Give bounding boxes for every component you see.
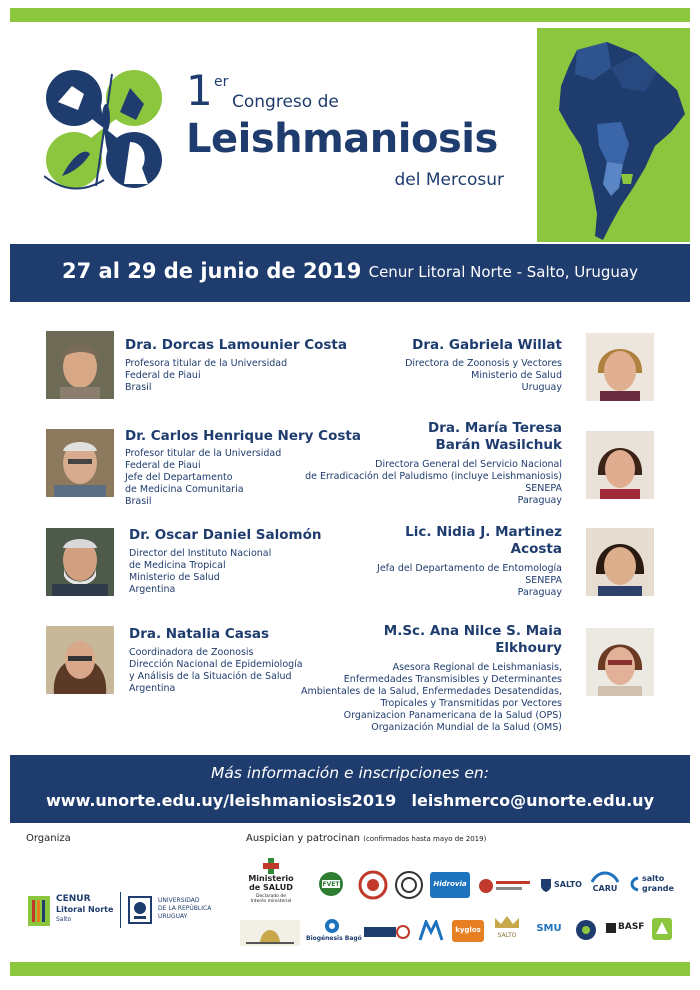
title-line3: del Mercosur [394, 170, 504, 190]
sponsors-label [246, 833, 486, 844]
caru-logo [590, 868, 620, 898]
congress-logo-icon [44, 68, 164, 192]
salto-grande-line1: salto [642, 874, 665, 883]
speaker-detail: Argentina [129, 584, 176, 595]
kyglos-logo [452, 920, 484, 942]
speaker-photo-icon [586, 333, 654, 401]
speaker-photo-icon [46, 429, 114, 497]
title-ordinal-suffix: er [214, 74, 229, 90]
speaker-detail: Federal de Piaui [125, 460, 201, 471]
seal-red-icon [358, 870, 388, 900]
round-logo-icon [574, 918, 598, 942]
speaker-name: M.Sc. Ana Nilce S. Maia [383, 623, 562, 639]
speaker-name: Dra. Natalia Casas [129, 626, 270, 642]
udelar-logo [128, 894, 220, 928]
ministerio-line1: Ministerio [248, 874, 294, 883]
event-date-band [10, 244, 690, 302]
speaker-3 [129, 527, 321, 596]
salto-text: SALTO [554, 880, 582, 889]
speaker-name: Dra. Gabriela Willat [412, 337, 562, 353]
salto-logo [540, 872, 584, 898]
speaker-detail: de Medicina Comunitaria [125, 484, 244, 495]
sponsors-note: (confirmados hasta mayo de 2019) [363, 835, 487, 843]
speaker-name: Elkhoury [495, 640, 562, 656]
info-website-link[interactable]: www.unorte.edu.uy/leishmaniosis2019 [46, 791, 397, 810]
cenur-emblem-icon [28, 896, 50, 926]
salto-shield-icon [540, 878, 552, 892]
speaker-name: Lic. Nidia J. Martinez [405, 524, 562, 540]
speaker-1 [125, 337, 347, 394]
speaker-photo-icon [586, 528, 654, 596]
speaker-6 [305, 420, 562, 507]
salto-crown-logo [492, 914, 522, 944]
udelar-line3: URUGUAY [158, 913, 188, 920]
basf-logo [606, 920, 646, 938]
speaker-detail: SENEPA [525, 575, 562, 586]
speaker-4 [129, 626, 303, 695]
salto-grande-logo [628, 872, 676, 898]
speaker-detail: Dirección Nacional de Epidemiología [129, 659, 303, 670]
salto-crown-text: SALTO [497, 932, 517, 939]
basf-text: BASF [618, 922, 645, 932]
south-america-map [537, 28, 690, 242]
fvet-logo [314, 870, 348, 904]
hidrovia-text: Hidrovia [433, 880, 467, 888]
speaker-name: Dr. Oscar Daniel Salomón [129, 527, 322, 543]
hidrovia-logo [430, 872, 470, 898]
speaker-8 [301, 623, 562, 734]
speaker-detail: Asesora Regional de Leishmaniasis, [392, 662, 562, 673]
speaker-detail: Ministerio de Salud [471, 370, 562, 381]
ministerio-note2: Interés ministerial [250, 899, 292, 904]
speaker-detail: Paraguay [517, 587, 562, 598]
speaker-detail: de Medicina Tropical [129, 560, 226, 571]
seal-black-icon [394, 870, 424, 900]
speaker-detail: Brasil [125, 382, 152, 393]
udelar-line2: DE LA REPÚBLICA [158, 905, 212, 912]
speaker-detail: Coordinadora de Zoonosis [129, 647, 254, 658]
kyglos-text: kyglos [455, 926, 481, 934]
ministerio-salud-logo [238, 858, 304, 910]
speaker-detail: Directora de Zoonosis y Vectores [405, 358, 562, 369]
speaker-detail: Jefa del Departamento de Entomología [377, 563, 562, 574]
sponsors-label-text: Auspician y patrocinan [246, 833, 361, 844]
speaker-7 [377, 524, 562, 599]
speaker-detail: Uruguay [521, 382, 562, 393]
info-band [10, 755, 690, 823]
speaker-detail: Profesora titular de la Universidad [125, 358, 288, 369]
event-venue: Cenur Litoral Norte - Salto, Uruguay [368, 263, 638, 281]
speaker-detail: Directora General del Servicio Nacional [375, 459, 562, 470]
speaker-photo-icon [586, 431, 654, 499]
cenur-logo [28, 894, 120, 928]
event-dates: 27 al 29 de junio de 2019 [62, 259, 362, 283]
speaker-detail: Ministerio de Salud [129, 572, 220, 583]
salto-grande-line2: grande [642, 884, 674, 893]
ministerio-note1: Declarado de [256, 894, 286, 899]
speaker-detail: Organización Mundial de la Salud (OMS) [371, 722, 562, 733]
biogenesis-icon [324, 918, 340, 934]
speaker-photo-icon [46, 331, 114, 399]
speaker-detail: Federal de Piaui [125, 370, 201, 381]
speaker-detail: Organizacion Panamericana de la Salud (OPS) [343, 710, 562, 721]
ministerio-line2: de SALUD [249, 883, 293, 892]
caru-wave-icon [590, 868, 620, 884]
cenur-name: CENUR [56, 894, 91, 904]
speaker-photo-icon [586, 628, 654, 696]
health-cross-icon [263, 858, 279, 874]
speaker-detail: Jefe del Departamento [125, 472, 233, 483]
title-line1: Congreso de [232, 92, 339, 112]
top-accent-bar [10, 8, 690, 22]
organiza-label: Organiza [26, 833, 71, 844]
info-title: Más información e inscripciones en: [211, 764, 489, 782]
speaker-detail: Tropicales y Transmitidas por Vectores [380, 698, 562, 709]
info-email-link[interactable]: leishmerco@unorte.edu.uy [411, 791, 654, 810]
speaker-name: Acosta [510, 541, 562, 557]
title-main: Leishmaniosis [186, 116, 498, 162]
caru-text: CARU [592, 884, 618, 893]
speaker-name: Dr. Carlos Henrique Nery Costa [125, 428, 361, 444]
smu-text: SMU [536, 923, 562, 934]
speaker-detail: Paraguay [517, 495, 562, 506]
speaker-5 [405, 337, 562, 394]
green-square-logo-icon [652, 918, 672, 940]
fvet-text: FVET [322, 881, 340, 888]
crown-icon [492, 914, 522, 930]
speaker-detail: Argentina [129, 683, 176, 694]
udelar-line1: UNIVERSIDAD [158, 897, 200, 904]
speaker-detail: SENEPA [525, 483, 562, 494]
speaker-name: Dra. Dorcas Lamounier Costa [125, 337, 347, 353]
biogenesis-logo [306, 918, 362, 946]
cenur-city: Salto [56, 916, 72, 923]
speaker-detail: Director del Instituto Nacional [129, 548, 272, 559]
speaker-name: Dra. María Teresa [428, 420, 562, 436]
insect-logo-icon [364, 924, 410, 940]
speaker-detail: Brasil [125, 496, 152, 507]
south-america-map-icon [537, 28, 690, 242]
mgap-logo-icon [240, 920, 300, 946]
speaker-photo-icon [46, 528, 114, 596]
title-ordinal: 1 [186, 66, 213, 115]
speaker-detail: Enfermedades Transmisibles y Determinantes [343, 674, 562, 685]
cenur-sub: Litoral Norte [56, 905, 114, 914]
biogenesis-text: Biogénesis Bagó [306, 935, 362, 942]
speaker-detail: Profesor titular de la Universidad [125, 448, 282, 459]
udelar-emblem-icon [128, 896, 152, 924]
speaker-detail: y Análisis de la Situación de Salud [129, 671, 292, 682]
basf-square-icon [606, 923, 616, 933]
salto-grande-icon [628, 876, 640, 892]
bottom-accent-bar [10, 962, 690, 976]
footer-divider [120, 892, 121, 928]
speaker-photo-icon [46, 626, 114, 694]
brand-m-logo-icon [418, 920, 444, 942]
speaker-name: Barán Wasilchuk [435, 437, 562, 453]
speaker-detail: de Erradicación del Paludismo (incluye Leishmaniosis) [305, 471, 562, 482]
laboratory-logo-icon [478, 876, 532, 896]
speaker-detail: Ambientales de la Salud, Enfermedades Desatendidas, [300, 686, 562, 697]
smu-logo [532, 920, 566, 940]
